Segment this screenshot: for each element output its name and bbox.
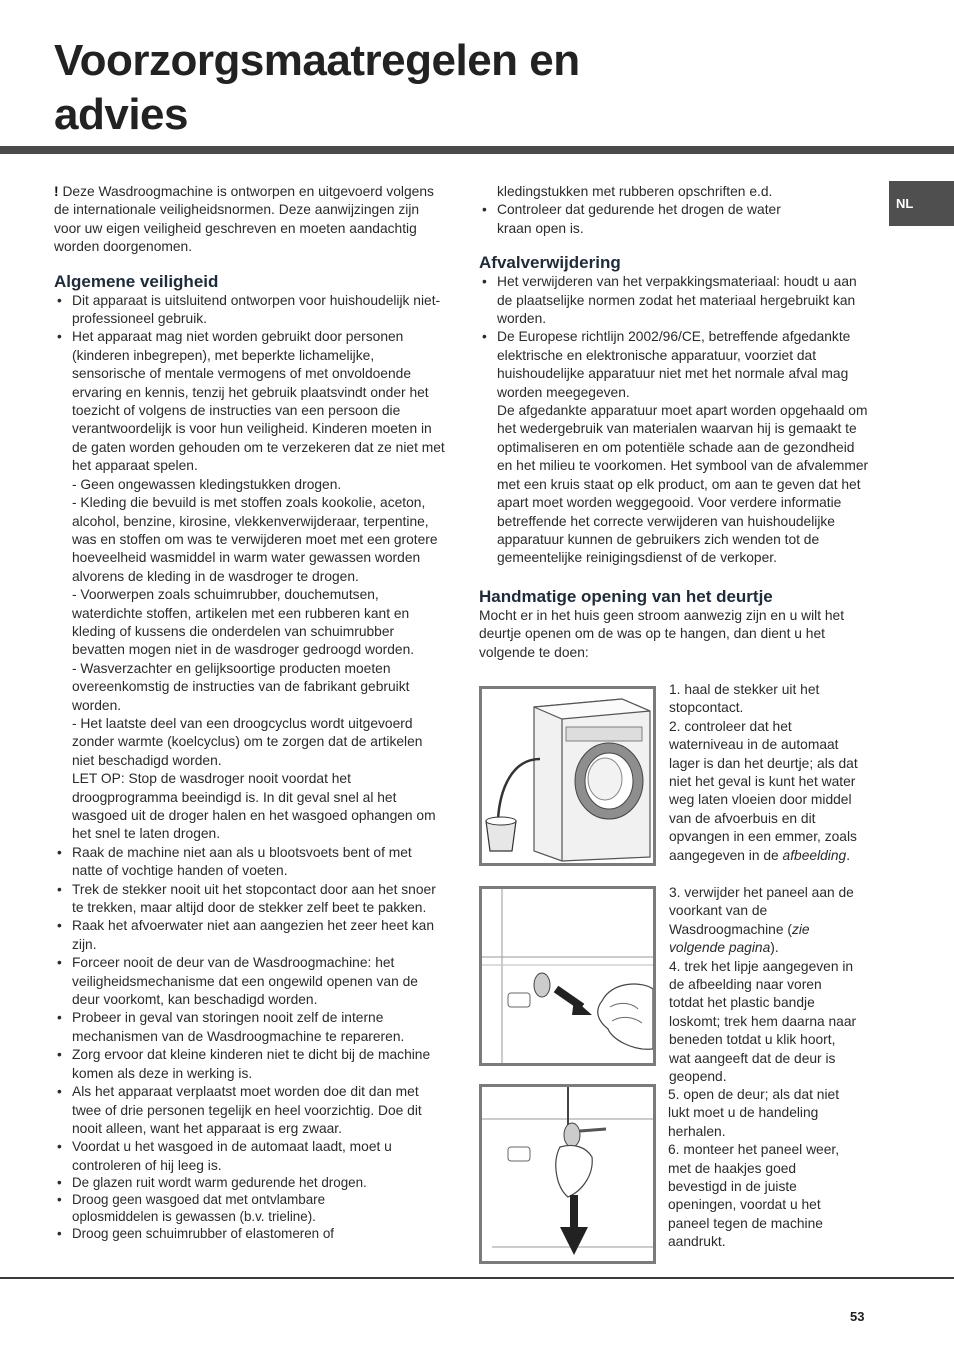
page-number: 53	[850, 1309, 865, 1324]
list-item: • Voordat u het wasgoed in de automaat laadt, moet u controleren of hij leeg is.	[54, 1138, 446, 1175]
list-item	[54, 328, 446, 843]
manual-door-intro: Mocht er in het huis geen stroom aanwezig zijn en u wilt het deurtje openen om de was op te hangen, dan dient u het volgende te doen:	[479, 607, 845, 660]
list-item	[479, 328, 871, 567]
list-item-text: Het apparaat mag niet worden gebruikt door personen (kinderen inbegrepen), met beperkte lichamelijke, sensorische of mentale vermogens of met onvoldoende ervaring en kennis, tenzij het gebruik plaatsvindt onder het toezicht of volgens de instructies van een persoon die verantwoordelijk is voor hun veiligheid. Kinderen moeten in de gaten worden gehouden om te verzekeren dat ze niet met het apparaat spelen.	[72, 329, 445, 474]
step-3: 3. verwijder het paneel aan de voorkant van de Wasdroogmachine (zie volgende pagina).	[669, 885, 854, 956]
step-1: 1. haal de stekker uit het stopcontact.	[669, 682, 820, 716]
list-item: • Het verwijderen van het verpakkingsmateriaal: houdt u aan de plaatselijke normen zodat het materiaal hergebruikt kan worden.	[479, 273, 871, 328]
list-item: • Droog geen schuimrubber of elastomeren of	[54, 1226, 374, 1243]
general-safety-list	[54, 292, 446, 1176]
list-item: • Raak de machine niet aan als u blootsvoets bent of met natte of vochtige handen of voeten.	[54, 844, 446, 881]
page-title-line1: Voorzorgsmaatregelen en	[54, 36, 580, 85]
language-tab: NL	[889, 181, 954, 226]
list-item: • Controleer dat gedurende het drogen de water kraan open is.	[479, 201, 809, 238]
steps-block-2	[669, 884, 859, 1086]
left-column	[54, 183, 446, 1242]
step-2: 2. controleer dat het waterniveau in de automaat lager is dan het deurtje; als dat niet het geval is kunt het water weg laten vloeien door middel van de afvoerbuis en dit opvangen in een emmer, zoals aangegeven in de afbeelding.	[669, 718, 858, 863]
sub-item: - Kleding die bevuild is met stoffen zoals kookolie, aceton, alcohol, benzine, kirosine, vlekkenverwijderaar, terpentine, was en stoffen om was te verwijderen moet met een grotere hoeveelheid wasmiddel in warm water gewassen worden alvorens de kleding in de wasdroger te drogen.	[72, 495, 438, 584]
warning-note: LET OP: Stop de wasdroger nooit voordat het droogprogramma beeindigd is. In dit geval snel al het wasgoed uit de droger halen en het wasgoed ophangen om het snel te laten drogen.	[72, 771, 436, 842]
right-column	[479, 183, 871, 662]
general-safety-list-tail	[54, 1175, 374, 1242]
general-safety-heading: Algemene veiligheid	[54, 271, 219, 291]
list-item: • Dit apparaat is uitsluitend ontworpen voor huishoudelijk niet-professioneel gebruik.	[54, 292, 446, 329]
sub-item: - Wasverzachter en gelijksoortige producten moeten overeenkomstig de instructies van de fabrikant gebruikt worden.	[72, 660, 410, 713]
manual-door-heading: Handmatige opening van het deurtje	[479, 586, 773, 606]
disposal-paragraph: De afgedankte apparatuur moet apart worden opgehaald om het wedergebruik van materialen waarvan hij is gemaakt te optimaliseren en om potentiële schade aan de gezondheid en het milieu te voorkomen. Het symbool van de afvalemmer met een kruis staat op elk product, om aan te geven dat het apart moet worden weggegooid. Voor verdere informatie betreffende het correcte verwijderen van huishoudelijke apparatuur kunnen de gebruikers zich wenden tot de gemeentelijke reinigingsdienst of de verkoper.	[497, 403, 869, 566]
title-rule	[0, 146, 954, 154]
pull-down-illustration	[482, 1087, 653, 1261]
figure-pull-down	[479, 1084, 656, 1264]
step-6: 6. monteer het paneel weer, met de haakjes goed bevestigd in de juiste openingen, voordat u het paneel tegen de machine aandrukt.	[668, 1142, 840, 1250]
intro-text: Deze Wasdroogmachine is ontworpen en uitgevoerd volgens de internationale veiligheidsnormen. Deze aanwijzingen zijn voor uw eigen veiligheid geschreven en moeten aandachtig worden doorgenomen.	[54, 184, 434, 255]
list-item: • Droog geen wasgoed dat met ontvlambare oplosmiddelen is gewassen (b.v. trieline).	[54, 1192, 374, 1226]
sub-item: - Voorwerpen zoals schuimrubber, douchemutsen, waterdichte stoffen, artikelen met een rubberen kant en kleding of kussens die onderdelen van schuimrubber bevatten mogen niet in de wasdroger gedroogd worden.	[72, 587, 415, 658]
disposal-heading: Afvalverwijdering	[479, 253, 621, 273]
figure-pull-tab	[479, 886, 656, 1066]
list-item: • Raak het afvoerwater niet aan aangezien het zeer heet kan zijn.	[54, 917, 446, 954]
washer-drain-illustration	[482, 689, 653, 863]
list-item: • Probeer in geval van storingen nooit zelf de interne mechanismen van de Wasdroogmachine te repareren.	[54, 1009, 446, 1046]
list-item: • Trek de stekker nooit uit het stopcontact door aan het snoer te trekken, maar altijd door de stekker zelf beet te pakken.	[54, 881, 446, 918]
list-item: • Zorg ervoor dat kleine kinderen niet te dicht bij de machine komen als deze in werking is.	[54, 1046, 446, 1083]
list-item-text: De Europese richtlijn 2002/96/CE, betreffende afgedankte elektrische en elektronische apparatuur, voorziet dat huishoudelijke apparatuur niet met het normale afval mag worden meegegeven.	[497, 329, 851, 400]
sub-item: - Het laatste deel van een droogcyclus wordt uitgevoerd zonder warmte (koelcyclus) om te zorgen dat de artikelen niet beschadigd worden.	[72, 715, 423, 768]
continued-text: kledingstukken met rubberen opschriften e.d.	[497, 184, 773, 199]
steps-block-3	[668, 1086, 858, 1252]
list-item: • Als het apparaat verplaatst moet worden doe dit dan met twee of drie personen tegelijk en heel voorzichtig. Doe dit nooit alleen, want het apparaat is erg zwaar.	[54, 1083, 446, 1138]
list-item: • De glazen ruit wordt warm gedurende het drogen.	[54, 1175, 374, 1192]
step-4: 4. trek het lipje aangegeven in de afbeelding naar voren totdat het plastic bandje loskomt; trek hem daarna naar beneden totdat u klik hoort, wat aangeeft dat de deur is geopend.	[669, 958, 857, 1085]
step-5: 5. open de deur; als dat niet lukt moet u de handeling herhalen.	[668, 1087, 840, 1139]
intro-paragraph	[54, 183, 446, 257]
figure-drain-bucket	[479, 686, 656, 866]
list-item: • Forceer nooit de deur van de Wasdroogmachine: het veiligheidsmechanisme dat een ongewild openen van de deur voorkomt, kan beschadigd worden.	[54, 954, 446, 1009]
page-title-line2: advies	[54, 90, 188, 139]
drying-list	[479, 201, 809, 238]
steps-block-1	[669, 681, 859, 865]
footer-rule	[0, 1277, 954, 1279]
disposal-list	[479, 273, 871, 568]
pull-tab-illustration	[482, 889, 653, 1063]
warning-mark: !	[54, 184, 59, 199]
page-title	[54, 34, 580, 142]
sub-item: - Geen ongewassen kledingstukken drogen.	[72, 476, 342, 492]
